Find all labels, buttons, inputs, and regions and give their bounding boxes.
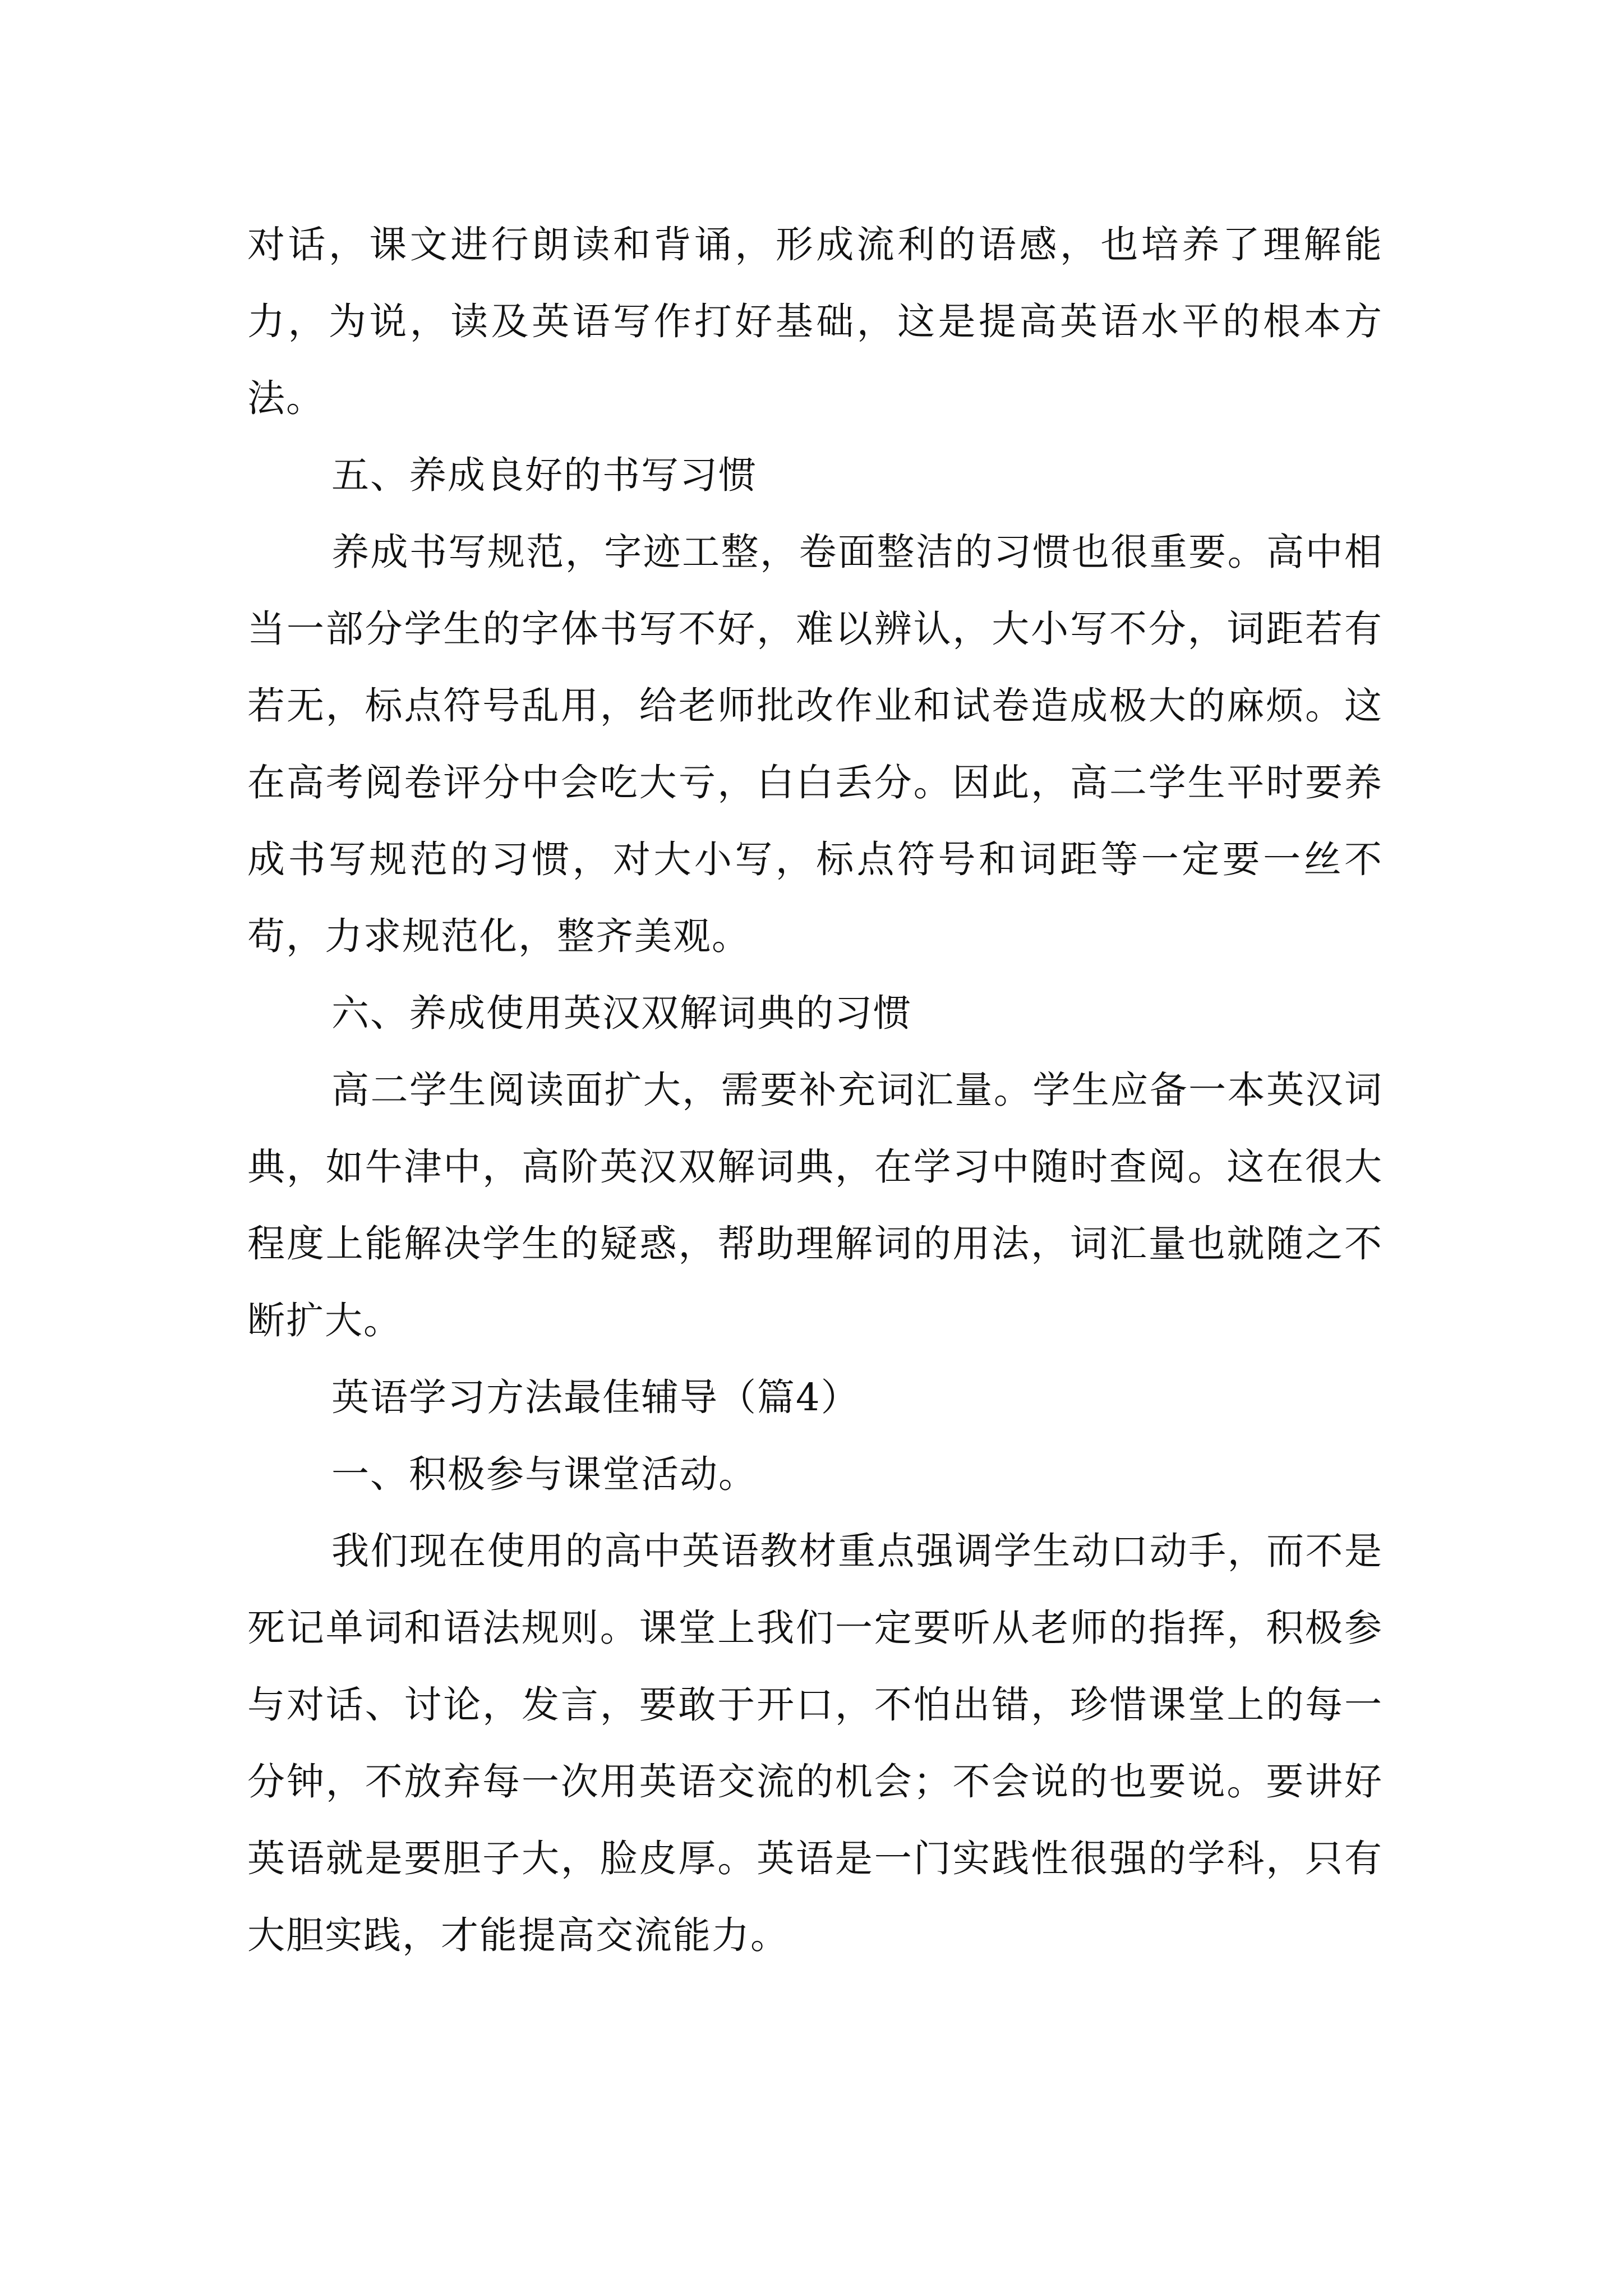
paragraph-class-participation: 我们现在使用的高中英语教材重点强调学生动口动手，而不是死记单词和语法规则。课堂上我们一定要听从老师的指挥，积极参与对话、讨论，发言，要敢于开口，不怕出错，珍惜课堂上的每一分钟，不放弃每一次用英语交流的机会；不会说的也要说。要讲好英语就是要胆子大，脸皮厚。英语是一门实践性很强的学科，只有大胆实践，才能提高交流能力。 <box>247 1529 1383 1957</box>
paragraph-continuation: 对话，课文进行朗读和背诵，形成流利的语感，也培养了理解能力，为说，读及英语写作打好基础，这是提高英语水平的根本方法。 <box>247 223 1383 420</box>
section-heading-one: 一、积极参与课堂活动。 <box>331 1452 757 1496</box>
article-title-part-4: 英语学习方法最佳辅导（篇4） <box>331 1375 860 1419</box>
paragraph-writing-habits: 养成书写规范，字迹工整，卷面整洁的习惯也很重要。高中相当一部分学生的字体书写不好，难以辨认，大小写不分，词距若有若无，标点符号乱用，给老师批改作业和试卷造成极大的麻烦。这在高考阅卷评分中会吃大亏，白白丢分。因此，高二学生平时要养成书写规范的习惯，对大小写，标点符号和词距等一定要一丝不苟，力求规范化，整齐美观。 <box>247 530 1383 958</box>
section-heading-five: 五、养成良好的书写习惯 <box>331 453 757 497</box>
section-heading-six: 六、养成使用英汉双解词典的习惯 <box>331 991 912 1035</box>
document-body <box>247 206 1383 1974</box>
paragraph-dictionary: 高二学生阅读面扩大，需要补充词汇量。学生应备一本英汉词典，如牛津中，高阶英汉双解词典，在学习中随时查阅。这在很大程度上能解决学生的疑惑，帮助理解词的用法，词汇量也就随之不断扩大。 <box>247 1068 1383 1342</box>
